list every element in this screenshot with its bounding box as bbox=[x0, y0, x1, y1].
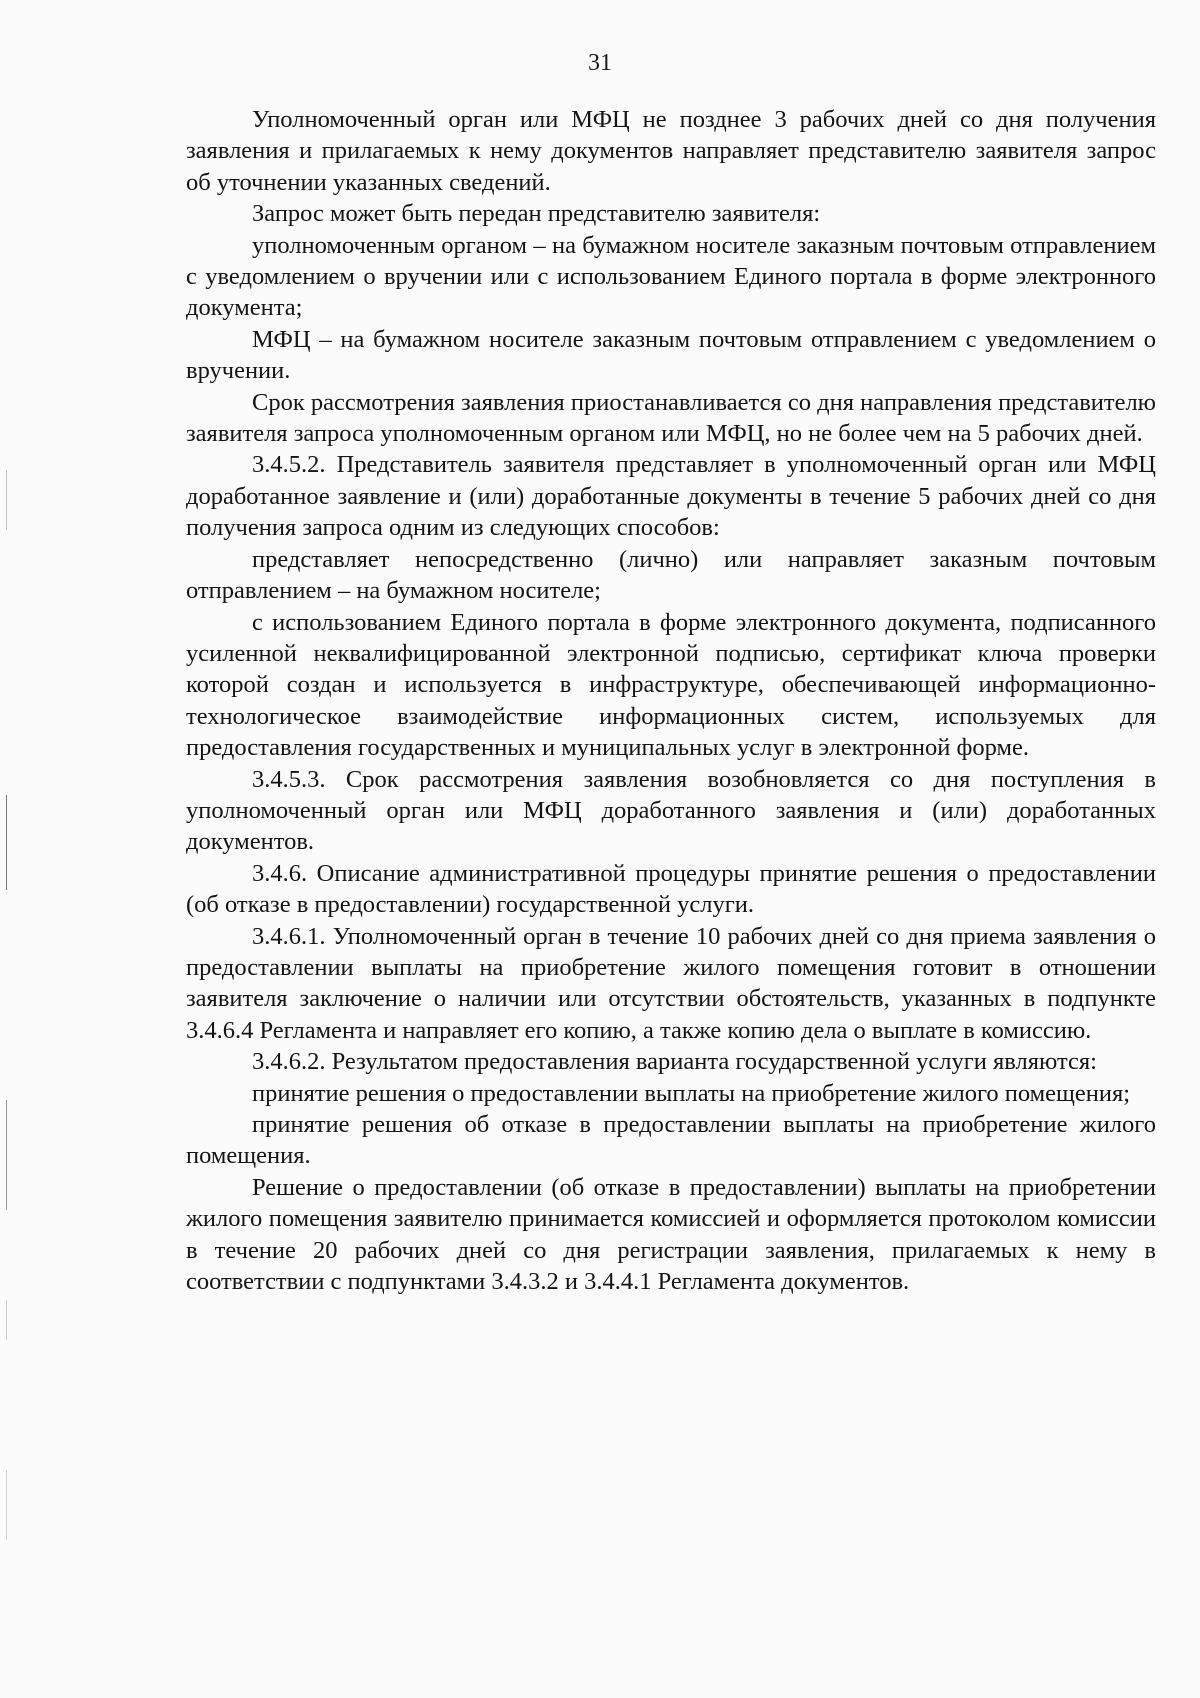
scan-artifact bbox=[6, 1470, 7, 1540]
paragraph: 3.4.5.2. Представитель заявителя представляет в уполномоченный орган или МФЦ доработанное заявление и (или) доработанные документы в течение 5 рабочих дней со дня получения запроса одним из следующих способов: bbox=[186, 451, 1156, 542]
scan-artifact bbox=[6, 1100, 7, 1210]
paragraph: 3.4.6.2. Результатом предоставления варианта государственной услуги являются: bbox=[252, 1048, 1097, 1076]
paragraph: 3.4.5.3. Срок рассмотрения заявления возобновляется со дня поступления в уполномоченный орган или МФЦ доработанного заявления и (или) доработанных документов. bbox=[186, 765, 1156, 856]
paragraph: Решение о предоставлении (об отказе в предоставлении) выплаты на приобретении жилого помещения заявителю принимается комиссией и оформляется протоколом комиссии в течение 20 рабочих дней со дня регистрации заявления, прилагаемых к нему в соответствии с подпунктами 3.4.3.2 и 3.4.4.1 Регламента документов. bbox=[186, 1173, 1156, 1296]
paragraph: уполномоченным органом – на бумажном носителе заказным почтовым отправлением с уведомлением о вручении или с использованием Единого портала в форме электронного документа; bbox=[186, 231, 1156, 322]
scan-artifact bbox=[6, 1300, 7, 1340]
scan-artifact bbox=[6, 795, 7, 890]
document-body bbox=[186, 104, 1156, 1297]
paragraph: принятие решения о предоставлении выплаты на приобретение жилого помещения; bbox=[252, 1079, 1131, 1107]
paragraph: 3.4.6. Описание административной процедуры принятие решения о предоставлении (об отказе в предоставлении) государственной услуги. bbox=[186, 859, 1156, 919]
paragraph: представляет непосредственно (лично) или направляет заказным почтовым отправлением – на бумажном носителе; bbox=[186, 545, 1156, 605]
paragraph: принятие решения об отказе в предоставлении выплаты на приобретение жилого помещения. bbox=[186, 1111, 1156, 1170]
page-number: 31 bbox=[588, 50, 612, 76]
paragraph: 3.4.6.1. Уполномоченный орган в течение 10 рабочих дней со дня приема заявления о предоставлении выплаты на приобретение жилого помещения готовит в отношении заявителя заключение о наличии или отсутствии обстоятельств, указанных в подпункте 3.4.6.4 Регламента и направляет его копию, а также копию дела о выплате в комиссию. bbox=[186, 922, 1156, 1044]
paragraph: МФЦ – на бумажном носителе заказным почтовым отправлением с уведомлением о вручении. bbox=[186, 325, 1156, 385]
paragraph: с использованием Единого портала в форме электронного документа, подписанного усиленной неквалифицированной электронной подписью, сертификат ключа проверки которой создан и используется в инфраструктуре, обеспечивающей информационно-технологическое взаимодействие информационных систем, используемых для предоставления государственных и муниципальных услуг в электронной форме. bbox=[186, 608, 1156, 762]
scan-artifact bbox=[6, 470, 7, 530]
paragraph: Уполномоченный орган или МФЦ не позднее 3 рабочих дней со дня получения заявления и прилагаемых к нему документов направляет представителю заявителя запрос об уточнении указанных сведений. bbox=[186, 106, 1156, 196]
paragraph: Срок рассмотрения заявления приостанавливается со дня направления представителю заявителя запроса уполномоченным органом или МФЦ, но не более чем на 5 рабочих дней. bbox=[186, 388, 1156, 448]
paragraph: Запрос может быть передан представителю заявителя: bbox=[252, 200, 821, 228]
